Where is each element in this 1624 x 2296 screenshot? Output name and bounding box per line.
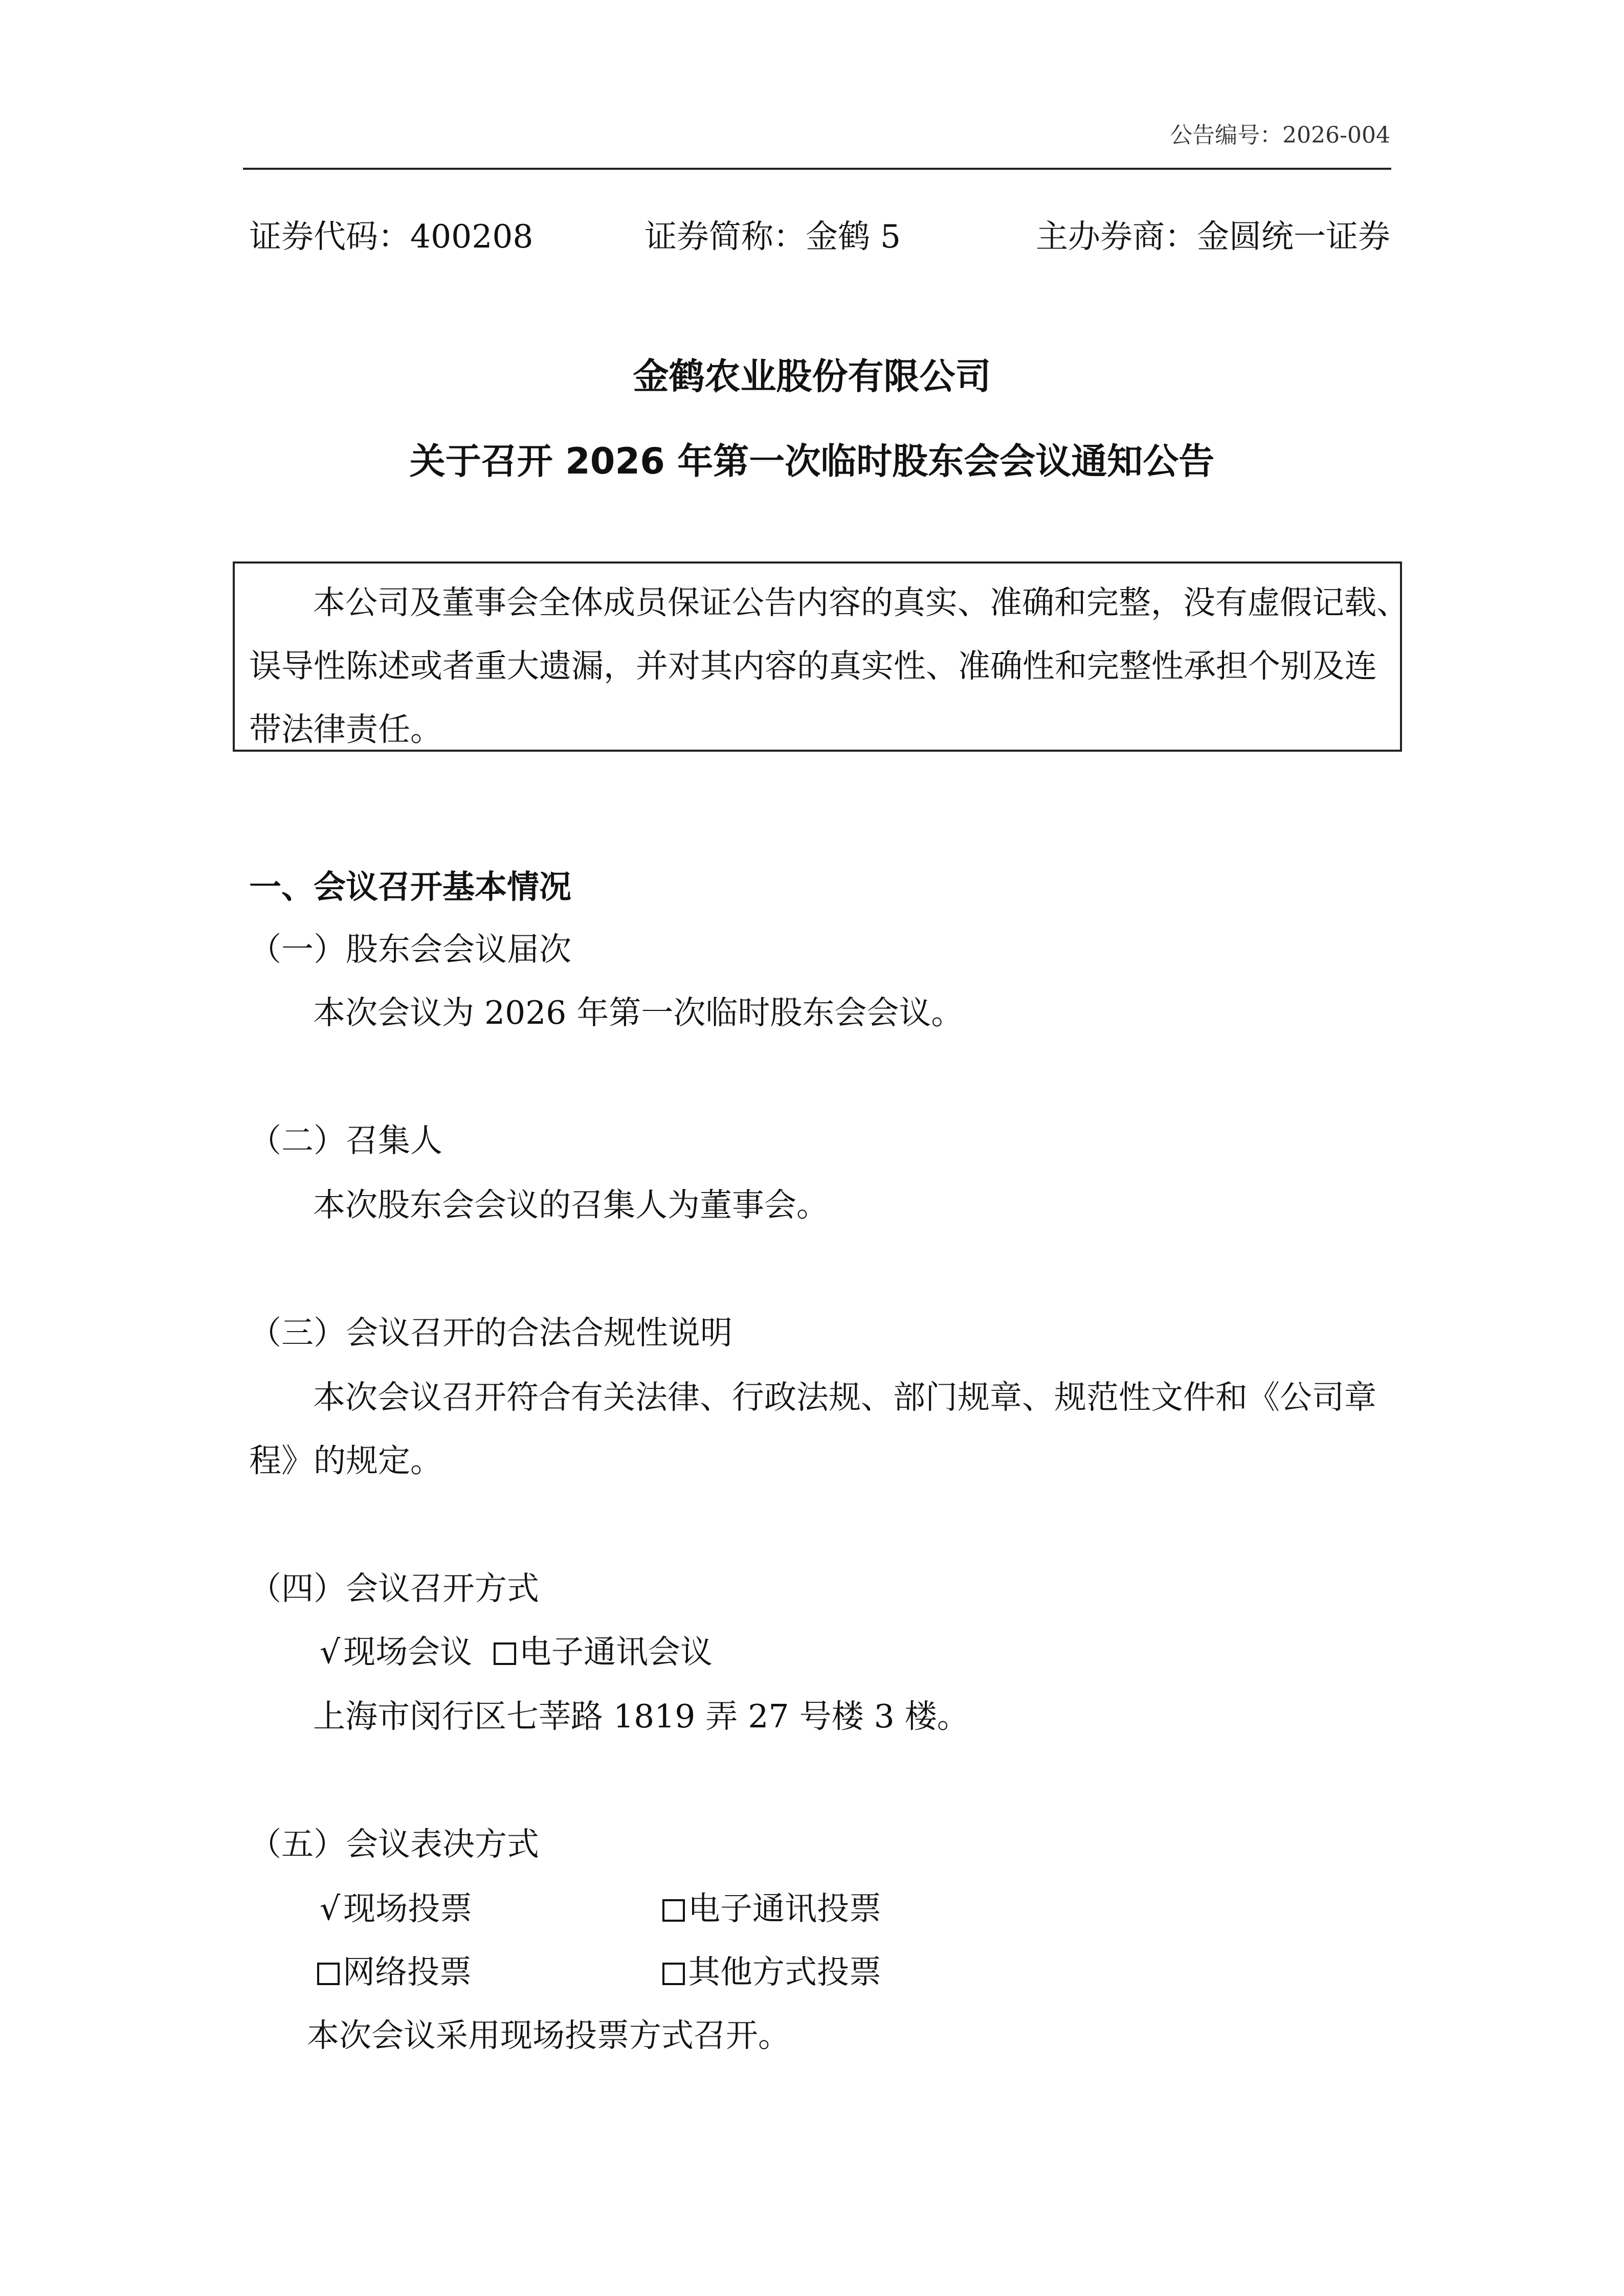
- voting-option-electronic: [662, 1883, 881, 1929]
- disclaimer-line-1: 本公司及董事会全体成员保证公告内容的真实、准确和完整，没有虚假记载、: [313, 584, 1409, 621]
- header-divider: [243, 168, 1391, 170]
- security-abbreviation: 证券简称：金鹤 5: [644, 218, 901, 255]
- voting-text: 本次会议采用现场投票方式召开。: [307, 2017, 790, 2054]
- lead-broker: 主办券商：金圆统一证券: [1036, 218, 1390, 255]
- method-option-label: 电子通讯会议: [519, 1633, 713, 1671]
- session-text: 本次会议为 2026 年第一次临时股东会会议。: [313, 994, 964, 1031]
- subheading-legality: （三）会议召开的合法合规性说明: [249, 1314, 732, 1352]
- checkmark-icon: √: [320, 1890, 341, 1927]
- unchecked-box-icon: [662, 1963, 685, 1985]
- legality-text-line-2: 程》的规定。: [249, 1442, 442, 1479]
- checkmark-icon: √: [320, 1633, 341, 1671]
- subheading-session: （一）股东会会议届次: [249, 931, 571, 968]
- method-option-onsite: [320, 1626, 472, 1673]
- subheading-voting-method: （五）会议表决方式: [249, 1826, 539, 1863]
- method-option-label: 现场会议: [343, 1633, 473, 1671]
- legality-text-line-1: 本次会议召开符合有关法律、行政法规、部门规章、规范性文件和《公司章: [313, 1379, 1376, 1416]
- company-name-title: 金鹤农业股份有限公司: [633, 355, 991, 397]
- meeting-address: 上海市闵行区七莘路 1819 弄 27 号楼 3 楼。: [313, 1698, 969, 1735]
- subheading-convener: （二）召集人: [249, 1122, 442, 1159]
- subheading-meeting-method: （四）会议召开方式: [249, 1570, 539, 1607]
- voting-option-onsite: [320, 1883, 472, 1929]
- notice-number: 公告编号：2026-004: [1170, 122, 1390, 148]
- voting-option-online: [317, 1946, 472, 1993]
- voting-option-label: 电子通讯投票: [688, 1890, 881, 1927]
- convener-text: 本次股东会会议的召集人为董事会。: [313, 1186, 829, 1224]
- notice-title: 关于召开 2026 年第一次临时股东会会议通知公告: [409, 440, 1215, 482]
- section-heading-basic-info: 一、会议召开基本情况: [249, 868, 571, 906]
- disclaimer-line-3: 带法律责任。: [249, 711, 442, 748]
- voting-option-other: [662, 1946, 881, 1993]
- voting-option-label: 现场投票: [343, 1890, 473, 1927]
- disclaimer-line-2: 误导性陈述或者重大遗漏，并对其内容的真实性、准确性和完整性承担个别及连: [249, 647, 1377, 685]
- unchecked-box-icon: [494, 1642, 516, 1665]
- unchecked-box-icon: [317, 1963, 340, 1985]
- voting-option-label: 网络投票: [343, 1953, 472, 1991]
- unchecked-box-icon: [662, 1899, 685, 1922]
- method-option-electronic: [494, 1626, 713, 1673]
- voting-option-label: 其他方式投票: [688, 1953, 881, 1991]
- security-code: 证券代码：400208: [249, 218, 533, 255]
